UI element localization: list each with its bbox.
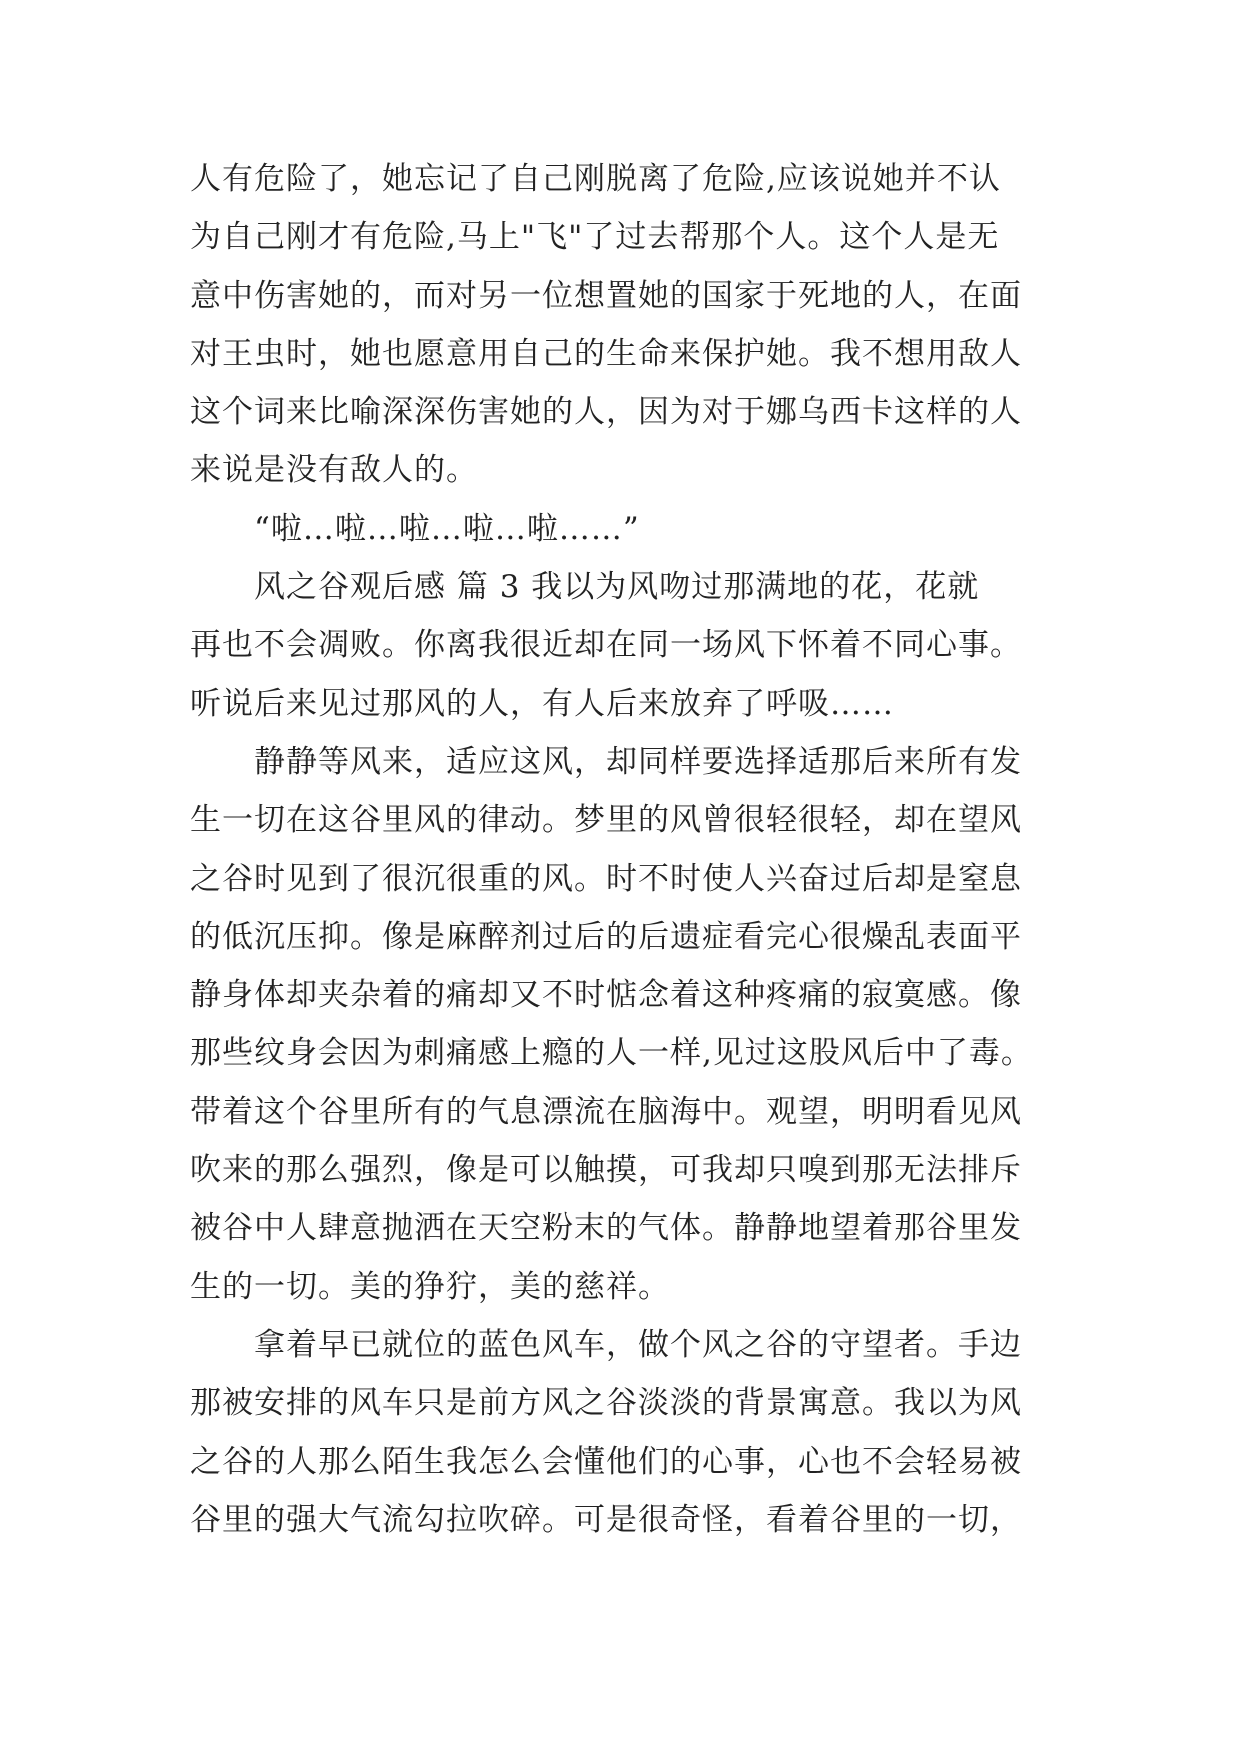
text-line: 谷里的强大气流勾拉吹碎。可是很奇怪，看着谷里的一切， [190, 1501, 1022, 1538]
text-line: 意中伤害她的，而对另一位想置她的国家于死地的人，在面 [190, 277, 1022, 314]
text-line: 被谷中人肆意抛洒在天空粉末的气体。静静地望着那谷里发 [190, 1210, 1022, 1247]
text-line: 这个词来比喻深深伤害她的人，因为对于娜乌西卡这样的人 [190, 394, 1022, 431]
text-line: 吹来的那么强烈，像是可以触摸，可我却只嗅到那无法排斥 [190, 1152, 1022, 1189]
document-body [190, 150, 1060, 1549]
text-line: 那被安排的风车只是前方风之谷淡淡的背景寓意。我以为风 [190, 1385, 1022, 1422]
text-line: 再也不会凋败。你离我很近却在同一场风下怀着不同心事。 [190, 627, 1022, 664]
text-line: 带着这个谷里所有的气息漂流在脑海中。观望，明明看见风 [190, 1093, 1022, 1130]
text-line: 来说是没有敌人的。 [190, 452, 478, 489]
text-line: 的低沉压抑。像是麻醉剂过后的后遗症看完心很燥乱表面平 [190, 918, 1022, 955]
text-line: 生一切在这谷里风的律动。梦里的风曾很轻很轻，却在望风 [190, 802, 1022, 839]
text-line: 生的一切。美的狰狞，美的慈祥。 [190, 1268, 670, 1305]
text-line: 听说后来见过那风的人，有人后来放弃了呼吸…… [190, 685, 894, 722]
text-line: “啦…啦…啦…啦…啦……” [254, 510, 640, 547]
text-line: 人有危险了，她忘记了自己刚脱离了危险,应该说她并不认 [190, 161, 1001, 197]
text-line: 静静等风来，适应这风，却同样要选择适那后来所有发 [254, 743, 1022, 780]
text-line: 之谷时见到了很沉很重的风。时不时使人兴奋过后却是窒息 [190, 860, 1022, 897]
text-line: 对王虫时，她也愿意用自己的生命来保护她。我不想用敌人 [190, 335, 1022, 372]
text-line: 为自己刚才有危险,马上"飞"了过去帮那个人。这个人是无 [190, 219, 1000, 256]
text-line: 风之谷观后感 篇 3 我以为风吻过那满地的花，花就 [254, 569, 980, 606]
text-line: 之谷的人那么陌生我怎么会懂他们的心事，心也不会轻易被 [190, 1443, 1022, 1480]
text-line: 拿着早已就位的蓝色风车，做个风之谷的守望者。手边 [254, 1326, 1022, 1363]
text-line: 那些纹身会因为刺痛感上瘾的人一样,见过这股风后中了毒。 [190, 1035, 1033, 1072]
text-line: 静身体却夹杂着的痛却又不时惦念着这种疼痛的寂寞感。像 [190, 977, 1022, 1014]
